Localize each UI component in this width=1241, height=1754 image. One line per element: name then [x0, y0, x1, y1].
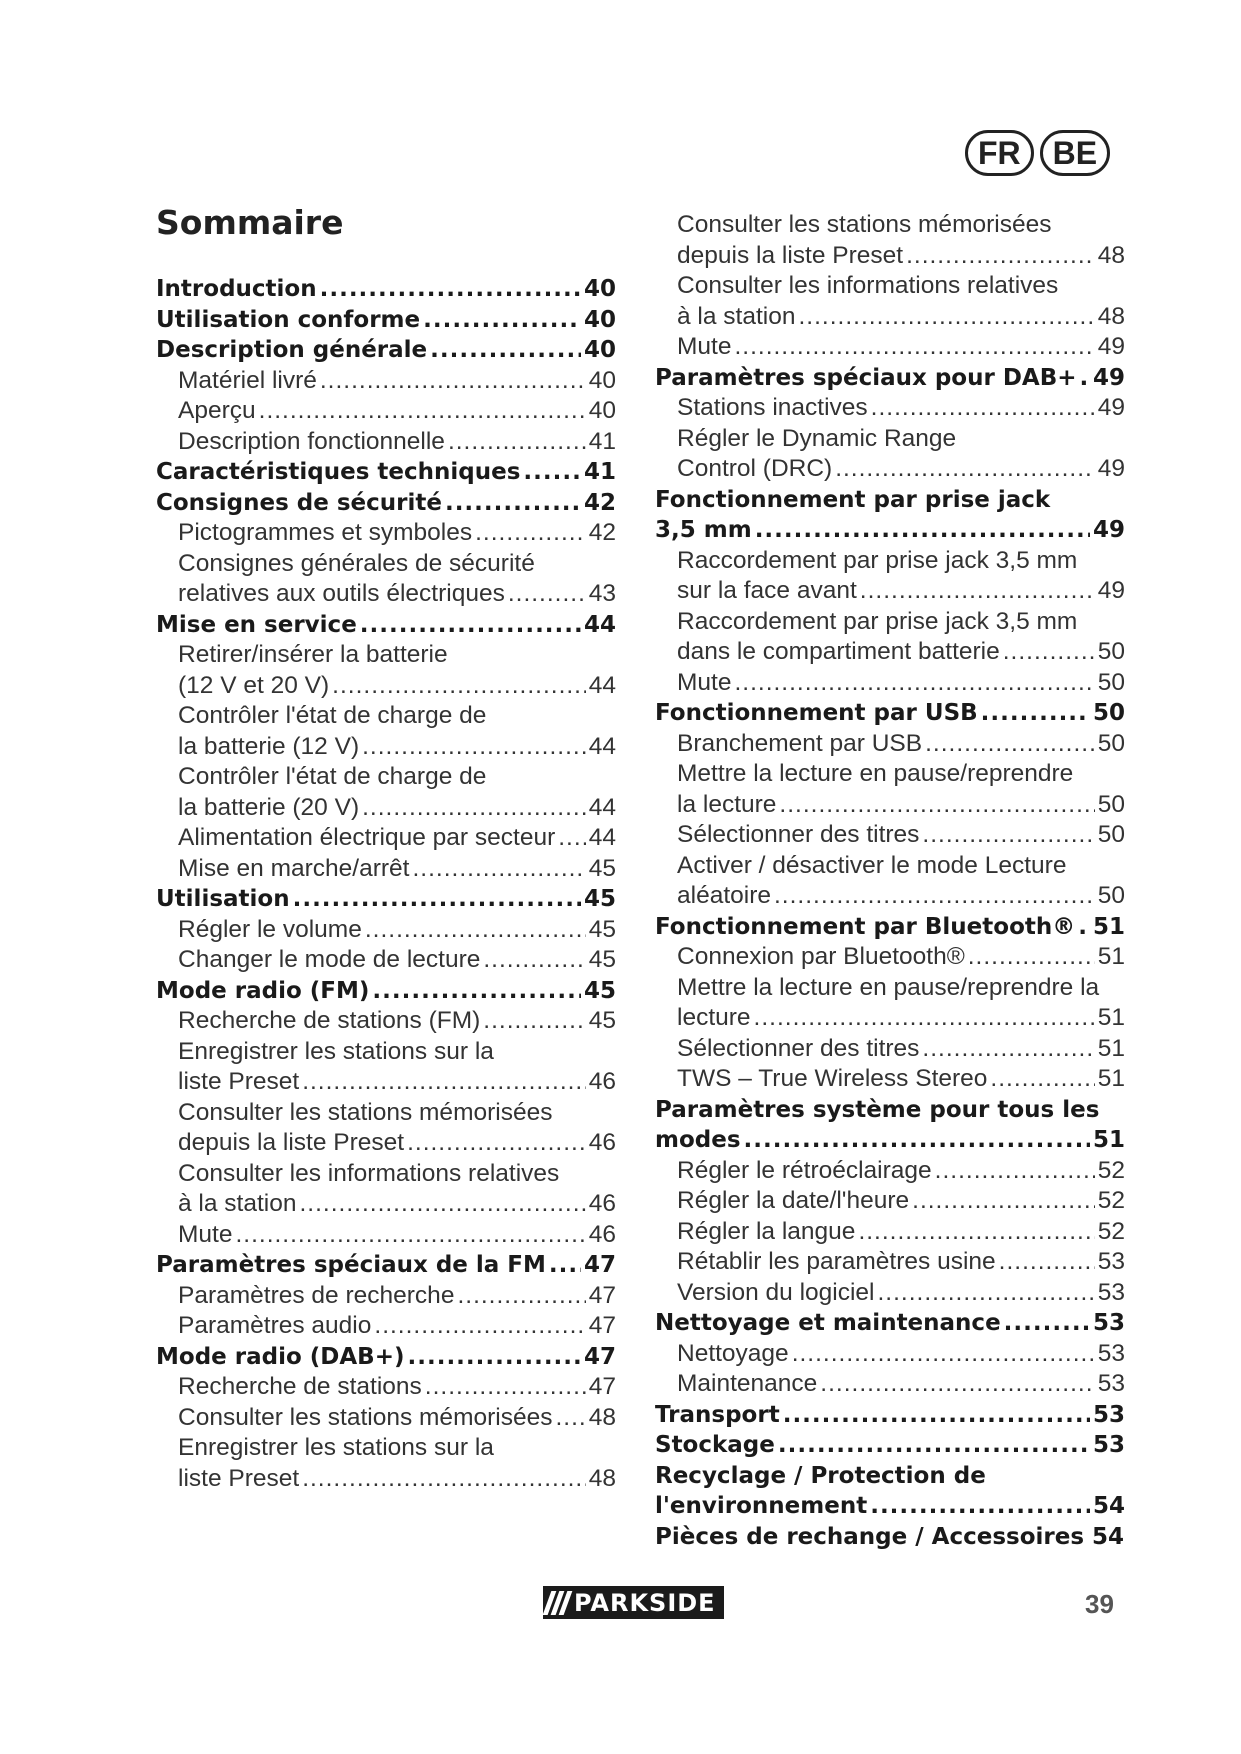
dot-leader: [779, 790, 1094, 821]
toc-entry-page: 40: [583, 337, 616, 363]
toc-entry-label: Maintenance: [677, 1370, 818, 1397]
toc-entry-label: Rétablir les paramètres usine: [677, 1248, 996, 1275]
toc-entry-line: Retirer/insérer la batterie: [178, 641, 448, 668]
toc-entry-page: 45: [588, 1007, 616, 1034]
toc-subsection: [655, 851, 1125, 912]
toc-entry-label: Régler la date/l'heure: [677, 1187, 910, 1214]
toc-entry-line: Raccordement par prise jack 3,5 mm: [677, 607, 1078, 635]
toc-entry-label: depuis la liste Preset: [677, 241, 904, 269]
dot-leader: [235, 1220, 585, 1251]
toc-entry-line: Contrôler l'état de charge de: [178, 763, 487, 790]
dot-leader: [1003, 637, 1095, 668]
toc-subsection: [655, 729, 1125, 760]
dot-leader: [783, 1400, 1090, 1431]
toc-entry-page: 50: [1097, 882, 1125, 909]
toc-entry-line: Paramètres système pour tous les: [655, 1096, 1100, 1123]
toc-subsection: [156, 1159, 616, 1220]
toc-entry-page: 47: [583, 1252, 616, 1278]
toc-entry-page: 51: [1097, 943, 1125, 970]
slashes-icon: [547, 1591, 568, 1615]
language-badges: [965, 130, 1110, 176]
toc-entry-page: 50: [1097, 668, 1125, 696]
toc-entry-label: Consignes de sécurité: [156, 489, 442, 516]
dot-leader: [877, 1278, 1094, 1309]
toc-entry-label: Matériel livré: [178, 366, 317, 394]
toc-entry-page: 42: [583, 489, 616, 516]
toc-subsection: [655, 607, 1125, 668]
dot-leader: [754, 1003, 1095, 1034]
toc-section: [156, 335, 616, 366]
toc-subsection: [156, 1281, 616, 1312]
toc-entry-page: 46: [588, 1220, 616, 1248]
toc-entry-page: 52: [1097, 1217, 1125, 1245]
toc-entry-page: 50: [1097, 638, 1125, 665]
toc-section: [156, 1342, 616, 1373]
toc-entry-label: la batterie (20 V): [178, 793, 360, 821]
dot-leader: [362, 793, 586, 824]
toc-section: [655, 1461, 1125, 1522]
toc-entry-line: Mettre la lecture en pause/reprendre: [677, 760, 1074, 787]
dot-leader: [365, 915, 586, 946]
toc-entry-line: Enregistrer les stations sur la: [178, 1434, 494, 1461]
toc-entry-page: 45: [588, 946, 616, 973]
toc-entry-page: 49: [1097, 333, 1125, 360]
toc-subsection: [655, 1369, 1125, 1400]
toc-subsection: [156, 823, 616, 854]
toc-entry-label: liste Preset: [178, 1068, 300, 1095]
dot-leader: [558, 823, 586, 854]
toc-entry-page: 50: [1092, 700, 1125, 726]
dot-leader: [300, 1189, 586, 1220]
toc-subsection: [655, 759, 1125, 820]
toc-entry-line: Mettre la lecture en pause/reprendre la: [677, 973, 1100, 1001]
toc-entry-page: 47: [588, 1312, 616, 1339]
toc-right-column: [655, 210, 1125, 1552]
toc-entry-line: Régler le Dynamic Range: [677, 424, 957, 452]
toc-entry-label: Pictogrammes et symboles: [178, 519, 473, 546]
toc-entry-page: 53: [1097, 1248, 1125, 1275]
toc-section: [156, 305, 616, 336]
toc-entry-page: 52: [1097, 1187, 1125, 1214]
toc-entry-label: TWS – True Wireless Stereo: [677, 1065, 988, 1092]
dot-leader: [835, 454, 1095, 485]
toc-section: [655, 1095, 1125, 1156]
toc-entry-label: Caractéristiques techniques: [156, 459, 521, 485]
toc-entry-label: Paramètres spéciaux de la FM: [156, 1252, 546, 1278]
toc-entry-page: 53: [1092, 1310, 1125, 1336]
toc-entry-page: 44: [588, 671, 616, 699]
toc-subsection: [156, 945, 616, 976]
dot-leader: [1004, 1308, 1090, 1339]
dot-leader: [935, 1156, 1095, 1187]
toc-entry-label: Mute: [677, 668, 732, 696]
toc-entry-page: 44: [583, 611, 616, 638]
toc-section: [655, 698, 1125, 729]
toc-section: [156, 884, 616, 915]
toc-entry-label: Mute: [178, 1220, 233, 1248]
toc-entry-page: 54: [1092, 1493, 1125, 1519]
dot-leader: [360, 610, 581, 641]
toc-subsection: [156, 762, 616, 823]
toc-entry-page: 48: [1097, 302, 1125, 330]
dot-leader: [483, 945, 585, 976]
toc-subsection: [156, 396, 616, 427]
toc-subsection: [156, 640, 616, 701]
toc-subsection: [156, 518, 616, 549]
toc-subsection: [655, 668, 1125, 699]
dot-leader: [374, 1311, 585, 1342]
toc-subsection: [655, 271, 1125, 332]
toc-entry-label: sur la face avant: [677, 577, 857, 604]
toc-section: [655, 912, 1125, 943]
dot-leader: [508, 579, 586, 610]
toc-entry-page: 46: [588, 1068, 616, 1095]
dot-leader: [799, 302, 1095, 333]
toc-subsection: [655, 424, 1125, 485]
toc-entry-label: Introduction: [156, 276, 317, 302]
toc-section: [156, 488, 616, 519]
toc-entry-label: 3,5 mm: [655, 517, 752, 543]
toc-entry-label: Connexion par Bluetooth®: [677, 943, 965, 970]
dot-leader: [922, 820, 1094, 851]
toc-section: [156, 610, 616, 641]
toc-entry-label: Régler le rétroéclairage: [677, 1156, 932, 1184]
toc-entry-label: Pièces de rechange / Accessoires: [655, 1523, 1085, 1550]
dot-leader: [293, 884, 581, 915]
dot-leader: [1078, 912, 1090, 943]
toc-entry-page: 51: [1092, 1127, 1125, 1153]
dot-leader: [870, 1491, 1090, 1522]
toc-subsection: [655, 546, 1125, 607]
toc-entry-label: Paramètres de recherche: [178, 1281, 455, 1309]
page-number: 39: [1085, 1589, 1114, 1619]
toc-entry-page: 47: [583, 1343, 616, 1370]
toc-subsection: [655, 1156, 1125, 1187]
toc-entry-line: Fonctionnement par prise jack: [655, 486, 1051, 513]
toc-entry-page: 49: [1097, 577, 1125, 604]
toc-subsection: [655, 1064, 1125, 1095]
toc-subsection: [156, 1220, 616, 1251]
toc-entry-page: 40: [588, 366, 616, 394]
toc-entry-page: 46: [588, 1129, 616, 1156]
toc-entry-page: 41: [583, 459, 616, 485]
toc-entry-label: relatives aux outils électriques: [178, 580, 505, 607]
dot-leader: [968, 942, 1095, 973]
toc-entry-line: Activer / désactiver le mode Lecture: [677, 851, 1067, 879]
toc-entry-page: 45: [583, 886, 616, 912]
dot-leader: [871, 393, 1095, 424]
dot-leader: [425, 1372, 586, 1403]
dot-leader: [412, 854, 585, 885]
toc-entry-page: 49: [1097, 455, 1125, 482]
toc-entry-label: modes: [655, 1127, 741, 1153]
toc-entry-label: Sélectionner des titres: [677, 821, 920, 848]
toc-entry-label: Paramètres audio: [178, 1312, 372, 1339]
toc-subsection: [156, 701, 616, 762]
toc-entry-label: l'environnement: [655, 1493, 868, 1519]
toc-entry-page: 45: [583, 977, 616, 1004]
toc-entry-label: aléatoire: [677, 882, 771, 909]
dot-leader: [792, 1339, 1095, 1370]
toc-entry-label: Stations inactives: [677, 394, 868, 421]
toc-subsection: [156, 1372, 616, 1403]
toc-entry-label: Fonctionnement par USB: [655, 700, 978, 726]
dot-leader: [448, 427, 586, 458]
dot-leader: [320, 274, 581, 305]
toc-subsection: [655, 210, 1125, 271]
dot-leader: [1080, 363, 1090, 394]
toc-entry-page: 54: [1092, 1523, 1125, 1550]
toc-entry-page: 41: [588, 427, 616, 455]
toc-entry-page: 49: [1092, 364, 1125, 391]
toc-entry-page: 40: [583, 276, 616, 302]
toc-subsection: [655, 393, 1125, 424]
toc-entry-label: lecture: [677, 1004, 751, 1031]
toc-subsection: [156, 1311, 616, 1342]
toc-subsection: [156, 1433, 616, 1494]
toc-subsection: [156, 1098, 616, 1159]
dot-leader: [332, 671, 586, 702]
toc-subsection: [655, 942, 1125, 973]
toc-entry-line: Consulter les informations relatives: [178, 1159, 560, 1187]
dot-leader: [523, 457, 581, 488]
toc-subsection: [655, 1186, 1125, 1217]
toc-section: [655, 363, 1125, 394]
toc-section: [655, 1430, 1125, 1461]
toc-subsection: [156, 1037, 616, 1098]
toc-entry-page: 47: [588, 1373, 616, 1400]
toc-entry-label: Recherche de stations: [178, 1373, 422, 1400]
badge-fr: FR: [965, 130, 1034, 176]
toc-entry-line: Recyclage / Protection de: [655, 1462, 986, 1489]
toc-entry-page: 53: [1097, 1370, 1125, 1397]
toc-entry-label: Alimentation électrique par secteur: [178, 824, 556, 851]
toc-entry-page: 51: [1092, 913, 1125, 940]
toc-entry-label: Branchement par USB: [677, 729, 923, 757]
dot-leader: [999, 1247, 1095, 1278]
toc-entry-page: 49: [1092, 517, 1125, 543]
dot-leader: [744, 1125, 1090, 1156]
toc-entry-label: Control (DRC): [677, 455, 833, 482]
toc-entry-label: Description générale: [156, 337, 428, 363]
dot-leader: [734, 668, 1094, 699]
toc-section: [156, 274, 616, 305]
toc-entry-label: Recherche de stations (FM): [178, 1007, 481, 1034]
toc-subsection: [655, 1217, 1125, 1248]
toc-entry-label: Nettoyage et maintenance: [655, 1310, 1001, 1336]
dot-leader: [774, 881, 1095, 912]
dot-leader: [820, 1369, 1094, 1400]
toc-section: [156, 1250, 616, 1281]
toc-entry-label: Sélectionner des titres: [677, 1034, 920, 1062]
toc-entry-label: Mise en service: [156, 611, 357, 638]
toc-entry-page: 47: [588, 1281, 616, 1309]
dot-leader: [362, 732, 586, 763]
dot-leader: [302, 1067, 586, 1098]
toc-entry-label: Changer le mode de lecture: [178, 946, 481, 973]
dot-leader: [858, 1217, 1094, 1248]
toc-subsection: [655, 1247, 1125, 1278]
toc-entry-label: Mute: [677, 333, 732, 360]
toc-section: [655, 1308, 1125, 1339]
dot-leader: [990, 1064, 1094, 1095]
toc-entry-page: 50: [1097, 821, 1125, 848]
badge-be: BE: [1040, 130, 1110, 176]
toc-entry-label: dans le compartiment batterie: [677, 638, 1000, 665]
toc-entry-label: Mode radio (FM): [156, 977, 370, 1004]
toc-entry-page: 51: [1097, 1034, 1125, 1062]
toc-entry-page: 44: [588, 793, 616, 821]
dot-leader: [549, 1250, 581, 1281]
toc-entry-page: 45: [588, 915, 616, 943]
toc-entry-label: (12 V et 20 V): [178, 671, 330, 699]
toc-entry-page: 50: [1097, 790, 1125, 818]
toc-entry-label: Mise en marche/arrêt: [178, 854, 410, 882]
toc-left-column: [156, 274, 616, 1494]
toc-entry-page: 53: [1092, 1432, 1125, 1458]
dot-leader: [755, 515, 1090, 546]
toc-entry-label: Consulter les stations mémorisées: [178, 1403, 553, 1431]
toc-subsection: [655, 1339, 1125, 1370]
toc-subsection: [156, 366, 616, 397]
toc-subsection: [655, 1278, 1125, 1309]
toc-subsection: [156, 1006, 616, 1037]
toc-entry-label: Régler le volume: [178, 915, 362, 943]
toc-entry-label: la batterie (12 V): [178, 732, 360, 760]
toc-entry-label: Mode radio (DAB+): [156, 1343, 405, 1370]
toc-entry-label: Paramètres spéciaux pour DAB+: [655, 364, 1077, 391]
toc-subsection: [655, 332, 1125, 363]
toc-subsection: [156, 1403, 616, 1434]
dot-leader: [475, 518, 586, 549]
toc-subsection: [156, 427, 616, 458]
toc-section: [156, 976, 616, 1007]
toc-entry-line: Consulter les informations relatives: [677, 272, 1059, 299]
toc-entry-page: 50: [1097, 729, 1125, 757]
dot-leader: [483, 1006, 585, 1037]
toc-entry-page: 53: [1097, 1278, 1125, 1306]
toc-entry-label: liste Preset: [178, 1464, 300, 1492]
toc-subsection: [655, 973, 1125, 1034]
toc-entry-line: Enregistrer les stations sur la: [178, 1037, 494, 1065]
toc-subsection: [655, 820, 1125, 851]
toc-entry-label: à la station: [677, 302, 796, 330]
parkside-logo: [543, 1586, 724, 1619]
dot-leader: [734, 332, 1094, 363]
toc-section: [655, 1400, 1125, 1431]
toc-entry-label: Version du logiciel: [677, 1278, 875, 1306]
toc-entry-page: 46: [588, 1190, 616, 1217]
toc-entry-label: Régler la langue: [677, 1217, 856, 1245]
toc-entry-label: depuis la liste Preset: [178, 1129, 405, 1156]
toc-section: [655, 485, 1125, 546]
toc-section: [156, 457, 616, 488]
toc-entry-page: 42: [588, 519, 616, 546]
toc-entry-label: Nettoyage: [677, 1339, 789, 1367]
toc-entry-page: 48: [588, 1403, 616, 1431]
dot-leader: [445, 488, 581, 519]
toc-entry-page: 53: [1097, 1339, 1125, 1367]
toc-entry-line: Contrôler l'état de charge de: [178, 702, 487, 729]
toc-entry-label: Utilisation: [156, 886, 290, 912]
toc-entry-page: 51: [1097, 1004, 1125, 1031]
toc-entry-page: 53: [1092, 1401, 1125, 1428]
toc-entry-page: 51: [1097, 1065, 1125, 1092]
toc-entry-label: Utilisation conforme: [156, 306, 421, 333]
toc-entry-page: 48: [588, 1464, 616, 1492]
toc-entry-label: Transport: [655, 1401, 780, 1428]
toc-entry-label: Stockage: [655, 1432, 775, 1458]
dot-leader: [906, 241, 1095, 272]
toc-entry-page: 44: [588, 824, 616, 851]
dot-leader: [408, 1342, 581, 1373]
toc-subsection: [156, 854, 616, 885]
toc-entry-line: Raccordement par prise jack 3,5 mm: [677, 546, 1078, 574]
dot-leader: [407, 1128, 586, 1159]
dot-leader: [860, 576, 1095, 607]
toc-entry-label: à la station: [178, 1190, 297, 1217]
dot-leader: [778, 1430, 1090, 1461]
toc-entry-page: 40: [588, 397, 616, 424]
dot-leader: [925, 729, 1095, 760]
toc-entry-label: Description fonctionnelle: [178, 427, 445, 455]
brand-name: PARKSIDE: [574, 1588, 716, 1617]
dot-leader: [372, 976, 581, 1007]
dot-leader: [320, 366, 586, 397]
dot-leader: [912, 1186, 1095, 1217]
page-title: Sommaire: [156, 203, 344, 242]
toc-entry-page: 43: [588, 580, 616, 607]
toc-entry-page: 40: [583, 306, 616, 333]
dot-leader: [423, 305, 581, 336]
toc-entry-page: 49: [1097, 394, 1125, 421]
toc-entry-label: la lecture: [677, 790, 777, 818]
toc-entry-page: 45: [588, 854, 616, 882]
dot-leader: [981, 698, 1090, 729]
toc-subsection: [156, 915, 616, 946]
dot-leader: [555, 1403, 585, 1434]
dot-leader: [922, 1034, 1094, 1065]
toc-entry-label: Aperçu: [178, 397, 256, 424]
toc-entry-page: 48: [1097, 241, 1125, 269]
toc-section: [655, 1522, 1125, 1553]
toc-entry-line: Consulter les stations mémorisées: [677, 211, 1052, 238]
toc-entry-label: Fonctionnement par Bluetooth®: [655, 913, 1076, 940]
dot-leader: [302, 1464, 586, 1495]
toc-entry-line: Consignes générales de sécurité: [178, 549, 535, 577]
dot-leader: [457, 1281, 585, 1312]
dot-leader: [430, 335, 581, 366]
dot-leader: [259, 396, 586, 427]
toc-entry-page: 44: [588, 732, 616, 760]
toc-subsection: [156, 549, 616, 610]
toc-entry-page: 52: [1097, 1156, 1125, 1184]
toc-entry-line: Consulter les stations mémorisées: [178, 1098, 553, 1126]
toc-subsection: [655, 1034, 1125, 1065]
